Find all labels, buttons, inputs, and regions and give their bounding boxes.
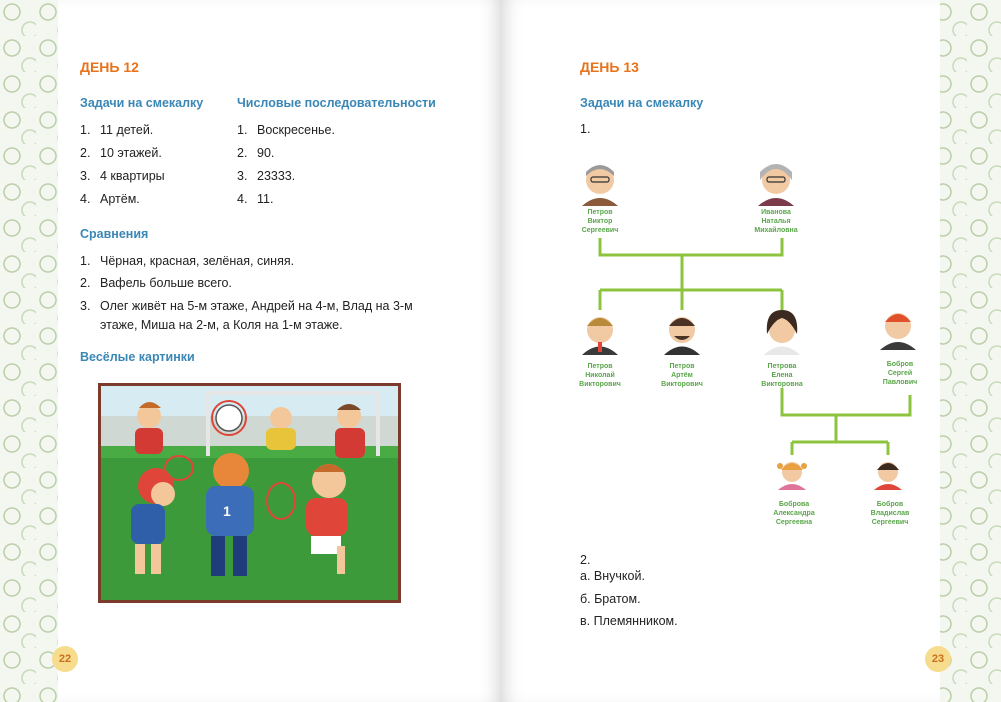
list-item: 1. Воскресенье. <box>237 123 335 137</box>
svg-text:ПетровНиколайВикторович: Петров Николай Викторович <box>579 363 621 388</box>
list-item: 1. Чёрная, красная, зелёная, синяя. <box>80 254 295 268</box>
list-item: 3. 23333. <box>237 169 296 183</box>
list-item: 4. Артём. <box>80 192 140 206</box>
tree-lines <box>600 238 910 455</box>
page-number-left: 22 <box>52 646 78 672</box>
ball <box>212 401 246 435</box>
task2-answer-a: а. Внучкой. <box>580 569 645 583</box>
list-item: 4. 11. <box>237 192 274 206</box>
soccer-illustration <box>101 386 398 600</box>
grandmother-avatar <box>758 164 794 206</box>
svg-text:ИвановаНатальяМихайловна: Иванова Наталья Михайловна <box>754 209 798 234</box>
comparisons-title: Сравнения <box>80 227 149 241</box>
svg-text:ПетровВикторСергеевич: Петров Виктор Сергеевич <box>581 209 619 234</box>
daughter-avatar <box>764 310 800 355</box>
task2-answer-b: б. Братом. <box>580 592 641 606</box>
grandfather-avatar <box>582 165 618 206</box>
puzzle-border-right <box>931 0 1001 702</box>
page-number-right: 23 <box>925 646 951 672</box>
svg-text:1: 1 <box>223 503 231 519</box>
day-13-title: ДЕНЬ 13 <box>580 59 639 75</box>
grandson-avatar <box>874 462 902 490</box>
smekalka-title-left: Задачи на смекалку <box>80 96 204 110</box>
day-12-title: ДЕНЬ 12 <box>80 59 139 75</box>
svg-text:БобровВладиславСергеевич: Бобров Владислав Сергеевич <box>870 501 910 526</box>
soccer-picture <box>98 383 401 603</box>
svg-text:ПетровАртёмВикторович: Петров Артём Викторович <box>661 363 703 388</box>
smekalka-title-right: Задачи на смекалку <box>580 96 704 110</box>
list-item: 3. 4 квартиры <box>80 169 165 183</box>
svg-text:БобровСергейПавлович: Бобров Сергей Павлович <box>882 361 918 386</box>
granddaughter-avatar <box>777 462 807 490</box>
comparisons-list <box>80 253 425 341</box>
list-item: 2. Вафель больше всего. <box>80 276 232 290</box>
sequences-title: Числовые последовательности <box>237 96 436 110</box>
list-item: 3. Олег живёт на 5-м этаже, Андрей на 4-м, Влад на 3-м этаже, Миша на 2-м, а Коля на 1-м этаже. <box>80 299 413 332</box>
task1-label: 1. <box>580 122 591 136</box>
task2-answer-c: в. Племянником. <box>580 614 678 628</box>
smekalka-list-left <box>80 122 230 214</box>
svg-text:ПетроваЕленаВикторовна: Петрова Елена Викторовна <box>761 363 803 388</box>
family-tree <box>560 150 940 540</box>
svg-text:БоброваАлександраСергеевна: Боброва Александра Сергеевна <box>773 501 815 526</box>
pictures-title: Весёлые картинки <box>80 350 195 364</box>
list-item: 2. 10 этажей. <box>80 146 162 160</box>
son-in-law-avatar <box>880 313 916 350</box>
son1-avatar <box>582 317 618 355</box>
task2-label: 2. <box>580 553 591 567</box>
son2-avatar <box>664 317 700 355</box>
list-item: 1. 11 детей. <box>80 123 154 137</box>
sequences-list <box>237 122 417 214</box>
list-item: 2. 90. <box>237 146 275 160</box>
